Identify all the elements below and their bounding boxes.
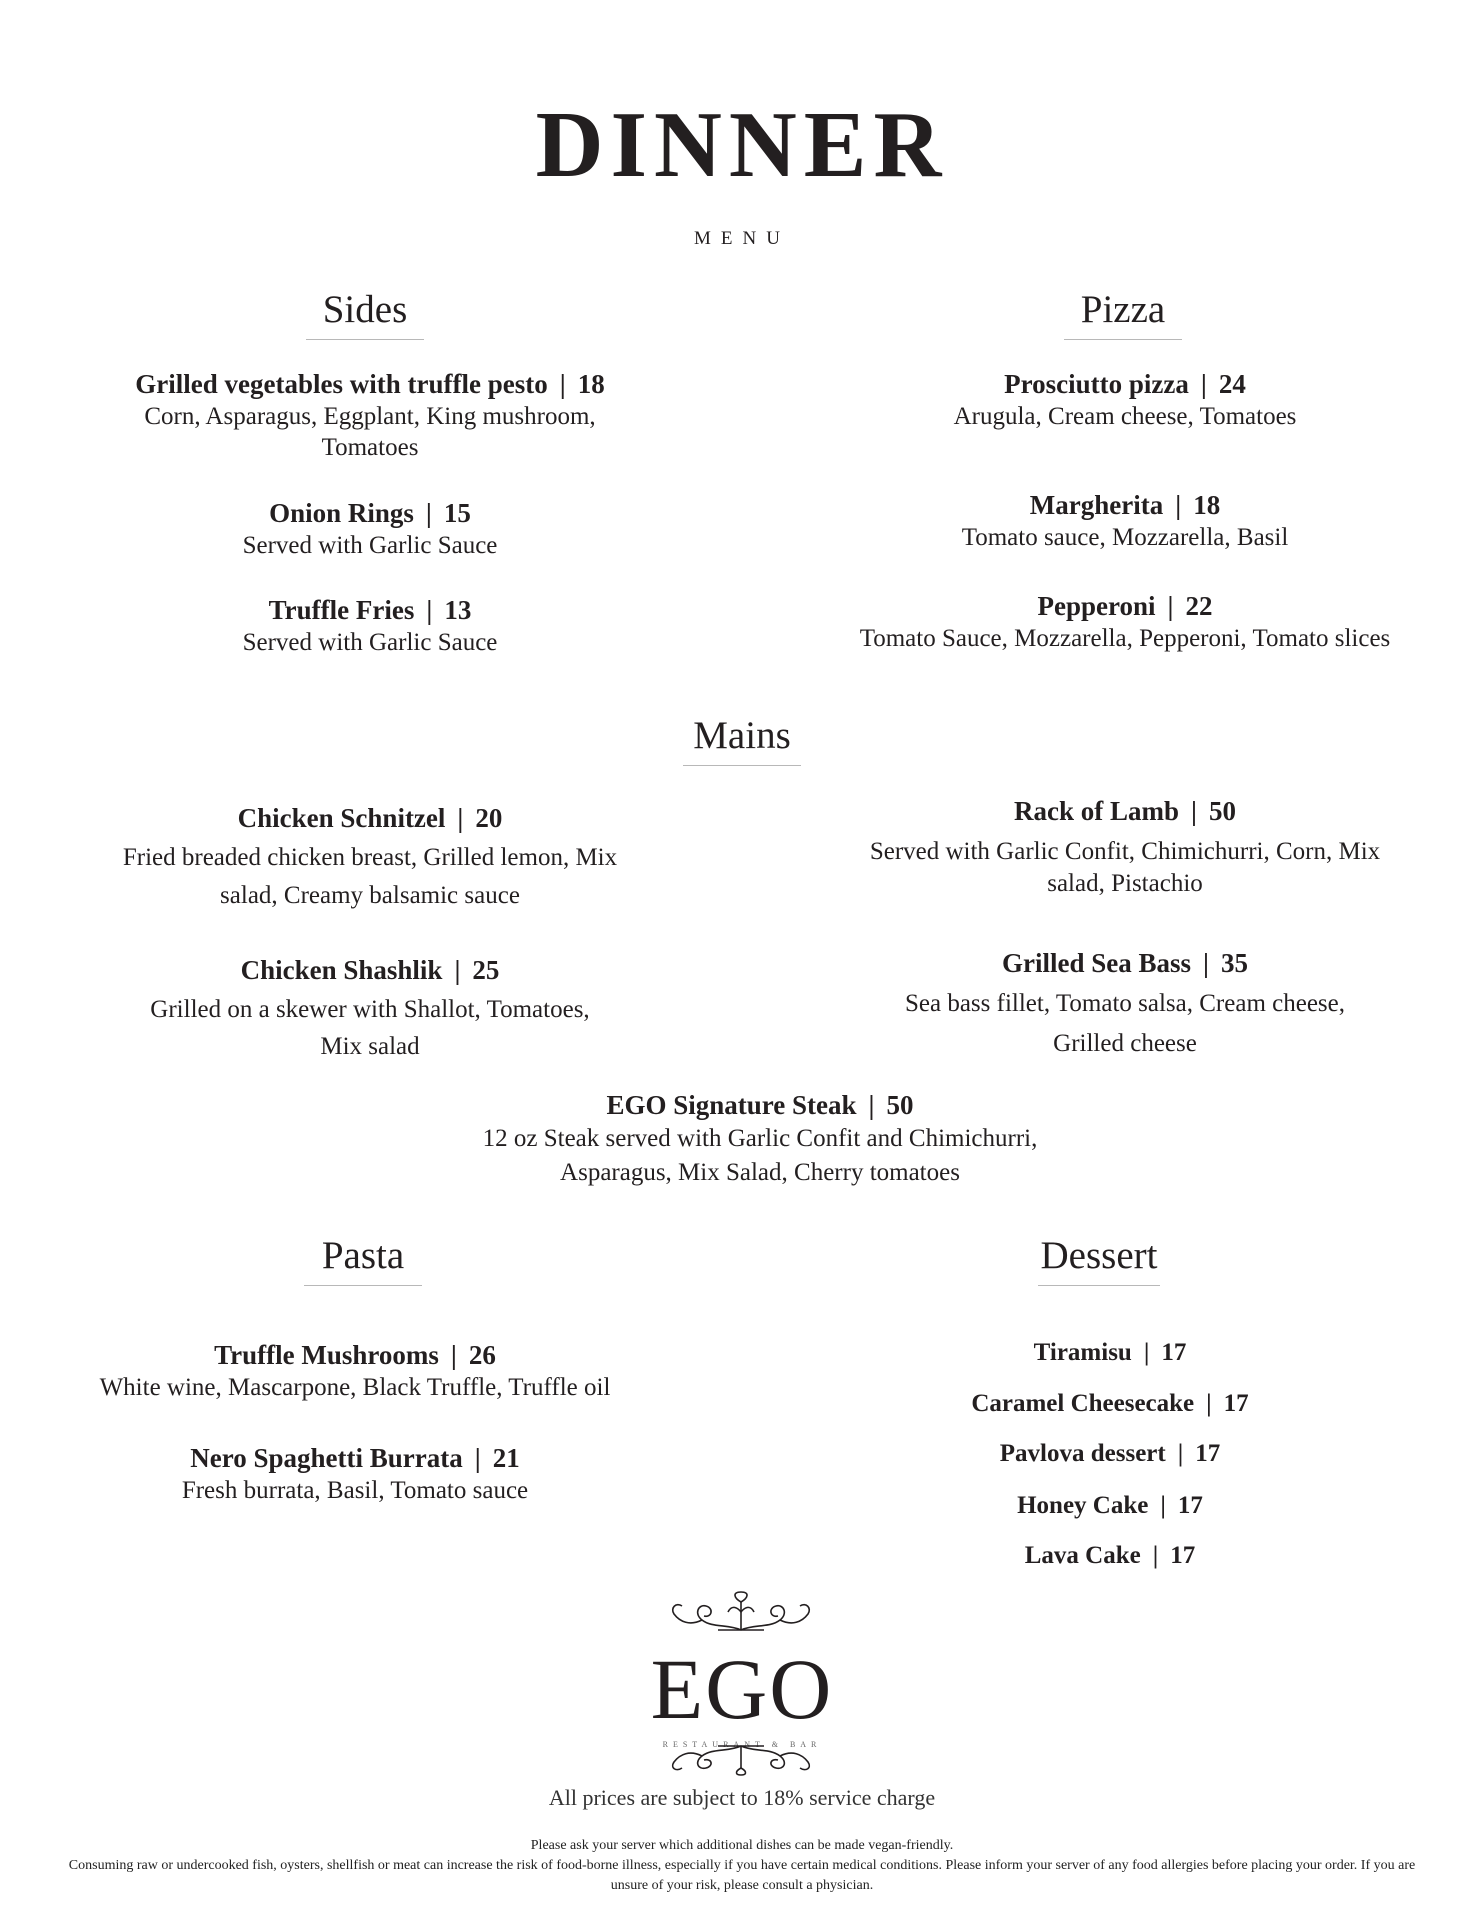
page-subtitle: MENU	[694, 228, 790, 249]
separator: |	[1200, 369, 1207, 399]
separator: |	[425, 498, 432, 528]
item-name: Margherita	[1029, 490, 1164, 520]
item-description: Sea bass fillet, Tomato salsa, Cream cheese, Grilled cheese	[904, 990, 1345, 1057]
menu-item	[860, 1539, 1360, 1573]
separator: |	[1206, 1390, 1212, 1417]
item-price: 17	[1170, 1542, 1196, 1569]
menu-item	[80, 496, 660, 561]
separator: |	[426, 595, 433, 625]
item-price: 20	[475, 803, 503, 833]
separator: |	[1160, 1492, 1166, 1519]
item-description: Arugula, Cream cheese, Tomatoes	[953, 403, 1297, 430]
item-price: 22	[1185, 591, 1213, 621]
item-name: Grilled Sea Bass	[1002, 948, 1192, 978]
menu-item	[860, 1437, 1360, 1471]
item-description: Fresh burrata, Basil, Tomato sauce	[181, 1477, 529, 1504]
menu-item	[830, 794, 1420, 900]
item-description: Served with Garlic Confit, Chimichurri, Corn, Mix salad, Pistachio	[869, 838, 1381, 897]
menu-item	[830, 488, 1420, 553]
page-title: DINNER	[535, 93, 949, 197]
item-description: White wine, Mascarpone, Black Truffle, Truffle oil	[99, 1374, 611, 1401]
item-name: Grilled vegetables with truffle pesto	[135, 369, 548, 399]
separator: |	[1175, 490, 1182, 520]
separator: |	[450, 1340, 457, 1370]
item-price: 50	[886, 1090, 914, 1120]
separator: |	[559, 369, 566, 399]
menu-item	[60, 1441, 650, 1506]
item-price: 17	[1161, 1339, 1187, 1366]
logo-text: EGO	[650, 1641, 834, 1737]
separator: |	[1167, 591, 1174, 621]
separator: |	[474, 1443, 481, 1473]
item-description: Served with Garlic Sauce	[242, 629, 498, 656]
food-safety-warning: Consuming raw or undercooked fish, oysters, shellfish or meat can increase the risk of food-borne illness, especially if you have certain medical conditions. Please inform your server of any food allergies before placing your order. If you are unsure of your risk, please consult a physician.	[68, 1858, 1416, 1893]
item-price: 35	[1220, 948, 1248, 978]
separator: |	[1203, 948, 1209, 978]
item-name: Honey Cake	[1017, 1492, 1149, 1519]
item-price: 50	[1208, 796, 1236, 826]
item-name: Truffle Mushrooms	[214, 1340, 439, 1370]
item-description: 12 oz Steak served with Garlic Confit and Chimichurri, Asparagus, Mix Salad, Cherry tomatoes	[482, 1125, 1038, 1186]
item-name: Onion Rings	[269, 498, 414, 528]
item-price: 17	[1177, 1492, 1203, 1519]
separator: |	[1143, 1339, 1150, 1366]
item-name: Tiramisu	[1033, 1339, 1132, 1366]
item-name: EGO Signature Steak	[606, 1090, 857, 1120]
item-description: Tomato sauce, Mozzarella, Basil	[961, 524, 1289, 551]
service-charge-note: All prices are subject to 18% service charge	[548, 1785, 936, 1810]
menu-item	[80, 367, 660, 463]
item-description: Fried breaded chicken breast, Grilled lemon, Mix salad, Creamy balsamic sauce	[122, 844, 618, 909]
menu-item	[830, 367, 1420, 432]
item-name: Lava Cake	[1024, 1542, 1141, 1569]
menu-item	[80, 953, 660, 1065]
item-price: 17	[1223, 1390, 1249, 1417]
separator: |	[1177, 1440, 1184, 1467]
item-name: Truffle Fries	[268, 595, 415, 625]
section-title-pizza: Pizza	[1064, 290, 1182, 340]
item-price: 18	[1193, 490, 1221, 520]
section-title-sides: Sides	[306, 290, 424, 340]
item-description: Grilled on a skewer with Shallot, Tomatoes, Mix salad	[150, 996, 590, 1060]
separator: |	[454, 955, 461, 985]
ornament-bottom-icon	[668, 1740, 814, 1781]
item-name: Pavlova dessert	[999, 1440, 1166, 1467]
item-name: Caramel Cheesecake	[971, 1390, 1195, 1417]
item-name: Chicken Shashlik	[240, 955, 443, 985]
item-price: 26	[468, 1340, 496, 1370]
item-description: Tomato Sauce, Mozzarella, Pepperoni, Tomato slices	[859, 625, 1391, 652]
menu-item	[60, 1338, 650, 1403]
item-price: 24	[1218, 369, 1246, 399]
separator: |	[457, 803, 464, 833]
item-price: 15	[443, 498, 471, 528]
menu-item	[460, 1088, 1060, 1190]
menu-item	[80, 593, 660, 658]
item-name: Nero Spaghetti Burrata	[190, 1443, 463, 1473]
menu-item	[830, 946, 1420, 1064]
item-name: Pepperoni	[1037, 591, 1156, 621]
item-price: 18	[577, 369, 605, 399]
separator: |	[1152, 1542, 1159, 1569]
menu-item	[80, 801, 660, 915]
item-name: Chicken Schnitzel	[237, 803, 446, 833]
item-description: Corn, Asparagus, Eggplant, King mushroom, Tomatoes	[144, 403, 596, 461]
vegan-note: Please ask your server which additional dishes can be made vegan-friendly.	[530, 1838, 954, 1853]
menu-item	[860, 1336, 1360, 1370]
item-name: Prosciutto pizza	[1004, 369, 1189, 399]
section-title-pasta: Pasta	[304, 1236, 422, 1286]
menu-item	[860, 1489, 1360, 1523]
section-title-mains: Mains	[683, 716, 801, 766]
separator: |	[868, 1090, 875, 1120]
menu-item	[830, 589, 1420, 654]
item-price: 17	[1195, 1440, 1221, 1467]
item-price: 25	[472, 955, 500, 985]
item-name: Rack of Lamb	[1014, 796, 1180, 826]
item-description: Served with Garlic Sauce	[242, 532, 498, 559]
item-price: 13	[444, 595, 472, 625]
logo	[642, 1585, 842, 1749]
separator: |	[1191, 796, 1197, 826]
menu-item	[860, 1387, 1360, 1421]
section-title-dessert: Dessert	[1038, 1236, 1160, 1286]
logo-subtext: RESTAURANT & BAR	[662, 1740, 822, 1749]
item-price: 21	[492, 1443, 520, 1473]
